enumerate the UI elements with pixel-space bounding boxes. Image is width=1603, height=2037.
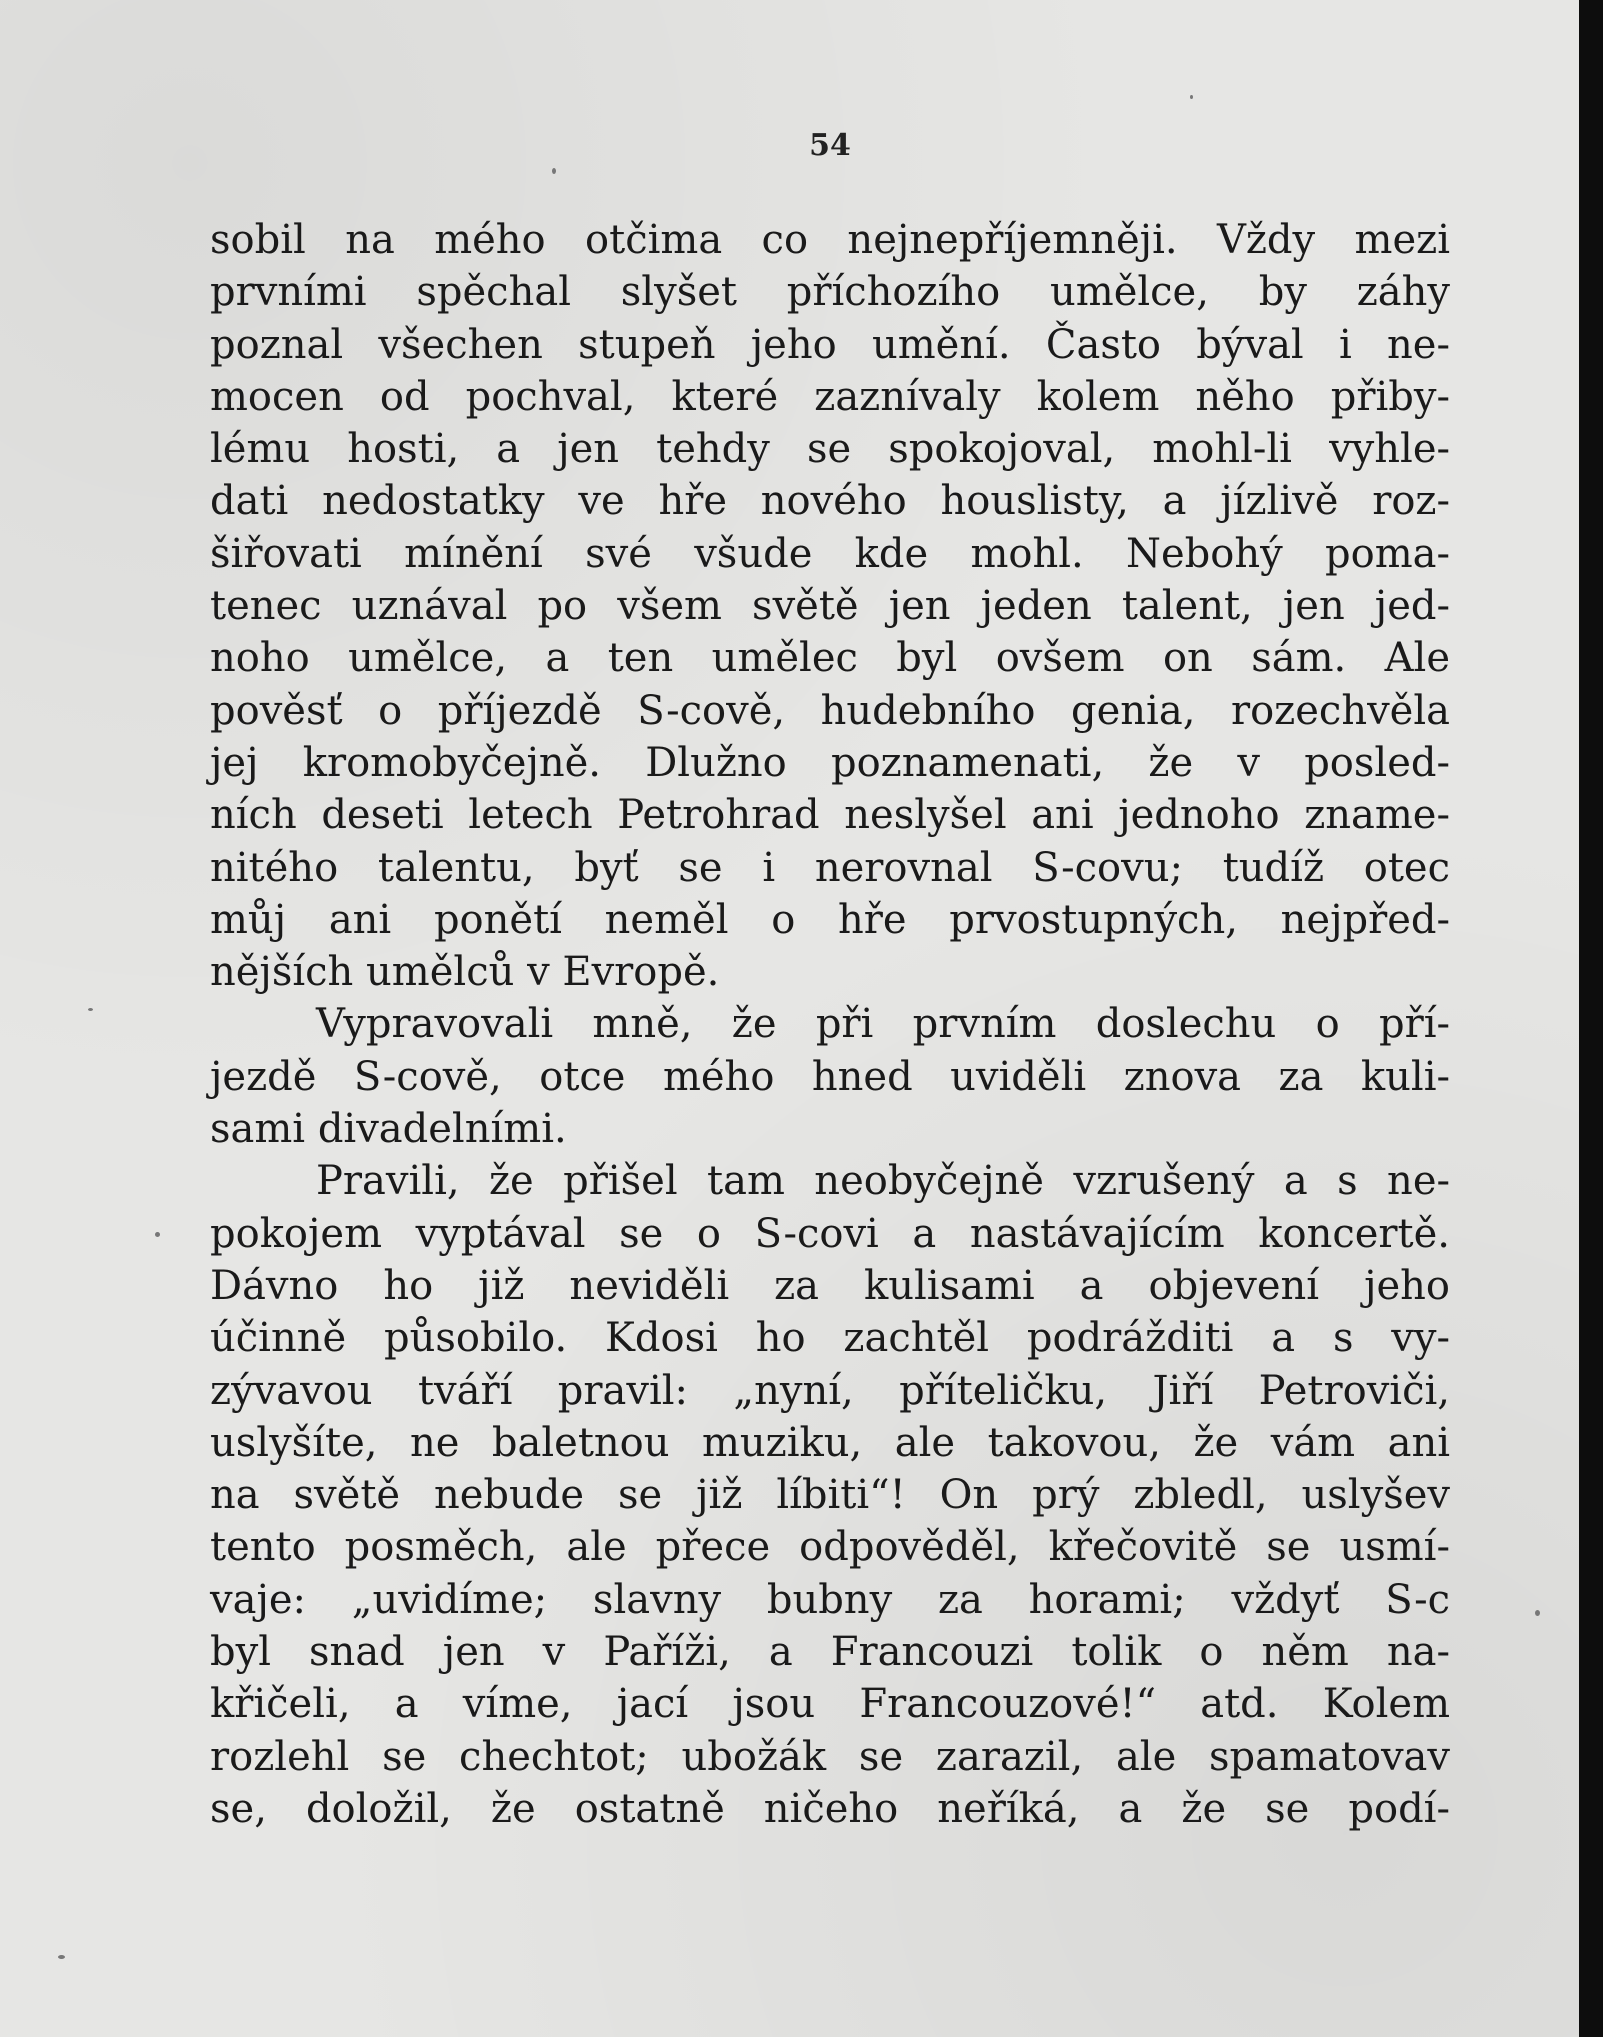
text-line: sobil na mého otčima co nejnepříjemněji. Vždy mezi [210, 217, 1450, 263]
text-line: jezdě S-cově, otce mého hned uviděli znova za kuli- [210, 1053, 1450, 1100]
text-line: nitého talentu, byť se i nerovnal S-covu; tudíž otec [210, 844, 1450, 891]
text-line: rozlehl se chechtot; ubožák se zarazil, ale spamatovav [210, 1733, 1450, 1780]
scan-speck [552, 168, 556, 174]
text-line: noho umělce, a ten umělec byl ovšem on sám. Ale [210, 635, 1450, 682]
text-line: ních deseti letech Petrohrad neslyšel ani jednoho zname- [210, 792, 1450, 839]
text-line: pověsť o příjezdě S-cově, hudebního genia, rozechvěla [210, 687, 1450, 734]
scan-speck [58, 1955, 65, 1959]
text-line: jej kromobyčejně. Dlužno poznamenati, že v posled- [210, 739, 1450, 786]
text-line: Dávno ho již neviděli za kulisami a objevení jeho [210, 1262, 1450, 1309]
page-number: 54 [809, 128, 851, 163]
text-line: uslyšíte, ne baletnou muziku, ale takovou, že vám ani [210, 1419, 1450, 1466]
text-line: účinně působilo. Kdosi ho zachtěl podrážditi a s vy- [210, 1315, 1450, 1362]
scan-speck [155, 1232, 160, 1237]
scan-speck [88, 1008, 93, 1011]
text-line: poznal všechen stupeň jeho umění. Často býval i ne- [210, 321, 1450, 368]
body-text [210, 214, 1450, 1835]
text-line: pokojem vyptával se o S-covi a nastávajícím koncertě. [210, 1210, 1450, 1257]
text-line: mocen od pochval, které zaznívaly kolem něho přiby- [210, 373, 1450, 420]
text-line: se, doložil, že ostatně ničeho neříká, a že se podí- [210, 1785, 1450, 1832]
text-line: Pravili, že přišel tam neobyčejně vzrušený a s ne- [316, 1158, 1450, 1205]
text-line: křičeli, a víme, jací jsou Francouzové!“ atd. Kolem [210, 1681, 1450, 1728]
text-line: tenec uznával po všem světě jen jeden talent, jen jed- [210, 583, 1450, 630]
text-line: sami divadelními. [210, 1106, 567, 1153]
text-line: lému hosti, a jen tehdy se spokojoval, mohl-li vyhle- [210, 426, 1450, 473]
text-line: dati nedostatky ve hře nového houslisty, a jízlivě roz- [210, 478, 1450, 525]
text-line: vaje: „uvidíme; slavny bubny za horami; vždyť S-c [210, 1576, 1450, 1623]
text-line: zývavou tváří pravil: „nyní, příteličku, Jiří Petroviči, [210, 1367, 1450, 1414]
text-line: Vypravovali mně, že při prvním doslechu o pří- [316, 1001, 1450, 1048]
scan-speck [1535, 1610, 1540, 1616]
text-line: byl snad jen v Paříži, a Francouzi tolik o něm na- [210, 1629, 1450, 1676]
text-line: tento posměch, ale přece odpověděl, křečovitě se usmí- [210, 1524, 1450, 1571]
scan-speck [1190, 95, 1193, 99]
text-line: prvními spěchal slyšet příchozího umělce, by záhy [210, 269, 1450, 316]
text-line: šiřovati mínění své všude kde mohl. Nebohý poma- [210, 530, 1450, 577]
scan-border [1579, 0, 1603, 2037]
text-line: na světě nebude se již líbiti“! On prý zbledl, uslyšev [210, 1472, 1450, 1519]
text-line: nějších umělců v Evropě. [210, 949, 720, 996]
text-line: můj ani ponětí neměl o hře prvostupných, nejpřed- [210, 896, 1450, 943]
